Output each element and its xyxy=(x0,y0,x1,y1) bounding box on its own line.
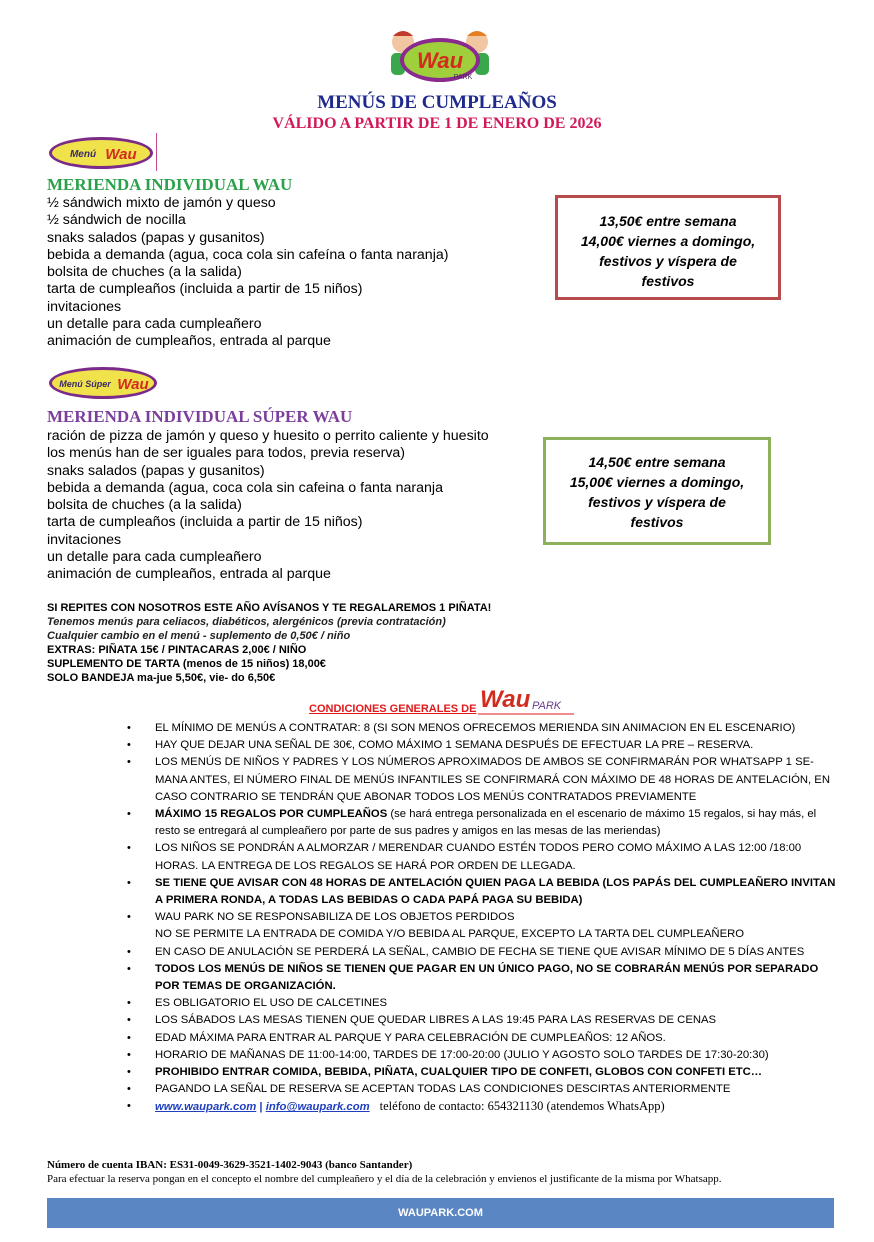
iban-number: Número de cuenta IBAN: ES31-0049-3629-3521-1402-9043 (banco Santander) xyxy=(47,1159,413,1171)
phone-contact: teléfono de contacto: 654321130 (atendemos WhatsApp) xyxy=(379,1099,665,1114)
condition-text: (se hará entrega personalizada en el escenario de máximo 15 regalos, si hay más, el resto se entregará al cumpleañero por parte de sus padres y amigos en las mesas de las meriendas) xyxy=(155,808,817,838)
list-item: bolsita de chuches (a la salida) xyxy=(47,497,242,514)
extras-pinata: EXTRAS: PIÑATA 15€ / PINTACARAS 2,00€ / NIÑO xyxy=(47,644,307,656)
condition-item xyxy=(127,926,842,943)
condition-item xyxy=(127,754,842,806)
menu-super-price-box xyxy=(543,437,771,545)
condition-text: PAGANDO LA SEÑAL DE RESERVA SE ACEPTAN TODAS LAS CONDICIONES DESCIRTAS ANTERIORMENTE xyxy=(155,1083,731,1096)
link-separator: | xyxy=(256,1101,266,1114)
list-item: un detalle para cada cumpleañero xyxy=(47,549,262,566)
conditions-list xyxy=(127,720,842,1117)
list-item: animación de cumpleaños, entrada al parque xyxy=(47,333,331,350)
condition-item xyxy=(127,806,842,840)
bullet-icon: • xyxy=(127,756,131,769)
reservation-note: Para efectuar la reserva pongan en el concepto el nombre del cumpleañero y el día de la celebración y envienos el justificante de la misma por Whatsapp. xyxy=(47,1173,722,1185)
tray-price: SOLO BANDEJA ma-jue 5,50€, vie- do 6,50€ xyxy=(47,672,276,684)
bullet-icon: • xyxy=(127,1066,131,1079)
price-line: festivos xyxy=(630,514,684,530)
list-item: un detalle para cada cumpleañero xyxy=(47,316,262,333)
badge-divider xyxy=(156,133,157,171)
list-item: snaks salados (papas y gusanitos) xyxy=(47,229,265,246)
condition-item xyxy=(127,1064,842,1081)
menu-wau-items xyxy=(47,195,448,351)
condition-bold-text: SE TIENE QUE AVISAR CON 48 HORAS DE ANTELACIÓN QUIEN PAGA LA BEBIDA (LOS PAPÁS DEL CUMPLEAÑERO INVITAN A PRIMERA RONDA, A TODAS LAS BEBIDAS O CADA PAPÁ PAGA SU BEBIDA) xyxy=(155,876,836,907)
badge-brand: Wau xyxy=(117,376,149,393)
list-item: los menús han de ser iguales para todos, previa reserva) xyxy=(47,445,406,462)
condition-item xyxy=(127,961,842,995)
list-item: bebida a demanda (agua, coca cola sin cafeína o fanta naranja) xyxy=(47,246,449,263)
bullet-icon: • xyxy=(127,722,131,734)
condition-item xyxy=(127,1012,842,1029)
condition-item xyxy=(127,995,842,1012)
bullet-icon: • xyxy=(127,962,131,975)
condition-text: ES OBLIGATORIO EL USO DE CALCETINES xyxy=(155,997,388,1010)
logo-text: Wau xyxy=(416,48,464,73)
wau-park-small-logo xyxy=(478,685,574,715)
condition-item xyxy=(127,909,842,926)
menu-super-wau-badge xyxy=(47,365,159,401)
contact-row xyxy=(127,1098,842,1116)
footer-bar xyxy=(47,1198,834,1228)
bullet-icon: • xyxy=(127,1083,131,1096)
conditions-heading: CONDICIONES GENERALES DE xyxy=(309,703,477,715)
condition-text: LOS MENÚS DE NIÑOS Y PADRES Y LOS NÚMEROS APROXIMADOS DE AMBOS SE CONFIRMARÁN POR WHATSAPP 1 SE-MANA ANTES, El NÚMERO FINAL DE MENÚS INFANTILES SE CONFIRMARÁ CON MÁXIMO DE 48 HORAS DE ANTELACIÓN, EN CASO CONTRARIO SE TENDRÁN QUE ABONAR TODOS LOS MENÚS CONTRATADOS PREVIAMENTE xyxy=(155,756,830,803)
list-item: bebida a demanda (agua, coca cola sin cafeina o fanta naranja xyxy=(47,479,443,496)
condition-bold-text: PROHIBIDO ENTRAR COMIDA, BEBIDA, PIÑATA, CUALQUIER TIPO DE CONFETI, GLOBOS CON CONFETI ETC… xyxy=(155,1066,763,1079)
list-item: ½ sándwich de nocilla xyxy=(47,212,186,229)
badge-prefix: Menú Súper xyxy=(59,379,111,389)
bullet-icon: • xyxy=(127,1014,131,1027)
list-item: invitaciones xyxy=(47,531,122,548)
menu-wau-heading: MERIENDA INDIVIDUAL WAU xyxy=(47,175,293,194)
condition-text: HAY QUE DEJAR UNA SEÑAL DE 30€, COMO MÁXIMO 1 SEMANA DESPUÉS DE EFECTUAR LA PRE – RESERVA. xyxy=(155,739,754,752)
price-line: festivos y víspera de xyxy=(599,253,737,269)
menu-wau-badge xyxy=(47,135,155,171)
condition-item xyxy=(127,944,842,961)
bullet-icon: • xyxy=(127,876,131,889)
page-title: MENÚS DE CUMPLEAÑOS xyxy=(317,92,557,113)
extras-block xyxy=(47,601,491,685)
condition-text: HORARIO DE MAÑANAS DE 11:00-14:00, TARDES DE 17:00-20:00 (JULIO Y AGOSTO SOLO TARDES DE 17:30-20:30) xyxy=(155,1048,769,1061)
list-item: invitaciones xyxy=(47,298,122,315)
condition-text: EDAD MÁXIMA PARA ENTRAR AL PARQUE Y PARA CELEBRACIÓN DE CUMPLEAÑOS: 12 AÑOS. xyxy=(155,1031,666,1044)
condition-text: NO SE PERMITE LA ENTRADA DE COMIDA Y/O BEBIDA AL PARQUE, EXCEPTO LA TARTA DEL CUMPLEAÑERO xyxy=(155,928,745,941)
list-item: snaks salados (papas y gusanitos) xyxy=(47,462,265,479)
bank-info xyxy=(47,1158,722,1186)
footer-text: WAUPARK.COM xyxy=(398,1207,483,1219)
condition-item xyxy=(127,1030,842,1047)
condition-item xyxy=(127,737,842,754)
list-item: tarta de cumpleaños (incluida a partir de 15 niños) xyxy=(47,281,363,298)
bullet-icon: • xyxy=(127,997,131,1010)
condition-text: EN CASO DE ANULACIÓN SE PERDERÁ LA SEÑAL, CAMBIO DE FECHA SE TIENE QUE AVISAR MÍNIMO DE 5 DÍAS ANTES xyxy=(155,945,805,958)
menu-super-heading: MERIENDA INDIVIDUAL SÚPER WAU xyxy=(47,407,353,426)
badge-brand: Wau xyxy=(105,146,137,163)
bullet-icon: • xyxy=(127,1048,131,1061)
cake-supplement: SUPLEMENTO DE TARTA (menos de 15 niños) 18,00€ xyxy=(47,658,326,670)
list-item: bolsita de chuches (a la salida) xyxy=(47,264,242,281)
price-line: 14,50€ entre semana xyxy=(588,454,726,470)
condition-text: WAU PARK NO SE RESPONSABILIZA DE LOS OBJETOS PERDIDOS xyxy=(155,911,515,924)
bullet-icon: • xyxy=(127,808,131,821)
special-menus: Tenemos menús para celiacos, diabéticos, alergénicos (previa contratación) xyxy=(47,616,446,628)
bullet-icon: • xyxy=(127,911,131,924)
menu-super-items xyxy=(47,428,489,584)
page-subtitle: VÁLIDO A PARTIR DE 1 DE ENERO DE 2026 xyxy=(272,115,602,132)
repeat-offer: SI REPITES CON NOSOTROS ESTE AÑO AVÍSANOS Y TE REGALAREMOS 1 PIÑATA! xyxy=(47,602,492,614)
list-item: ración de pizza de jamón y queso y huesito o perrito caliente y huesito xyxy=(47,428,489,444)
condition-bold-text: MÁXIMO 15 REGALOS POR CUMPLEAÑOS xyxy=(155,808,388,821)
condition-item xyxy=(127,1047,842,1064)
logo-sub: PARK xyxy=(453,74,473,81)
menu-wau-price-box xyxy=(555,195,781,300)
bullet-icon: • xyxy=(127,842,131,855)
price-line: 15,00€ viernes a domingo, xyxy=(569,474,745,490)
price-line: festivos xyxy=(641,273,695,289)
condition-text: LOS SÁBADOS LAS MESAS TIENEN QUE QUEDAR LIBRES A LAS 19:45 PARA LAS RESERVAS DE CENAS xyxy=(155,1014,717,1027)
website-link[interactable]: www.waupark.com xyxy=(155,1101,257,1114)
list-item: ½ sándwich mixto de jamón y queso xyxy=(47,195,276,211)
logo-text: Wau xyxy=(480,686,531,713)
condition-item xyxy=(127,720,842,737)
price-line: 13,50€ entre semana xyxy=(599,213,737,229)
price-line: 14,00€ viernes a domingo, xyxy=(580,233,756,249)
change-supplement: Cualquier cambio en el menú - suplemento de 0,50€ / niño xyxy=(47,630,351,642)
condition-text: LOS NIÑOS SE PONDRÁN A ALMORZAR / MERENDAR CUANDO ESTÉN TODOS PERO COMO MÁXIMO A LAS 12:00 /18:00 HORAS. LA ENTREGA DE LOS REGALOS SE HARÁ POR ORDEN DE LLEGADA. xyxy=(155,842,802,872)
bullet-icon: • xyxy=(127,1100,131,1113)
list-item: animación de cumpleaños, entrada al parque xyxy=(47,566,331,583)
logo-sub: PARK xyxy=(532,700,562,712)
email-link[interactable]: info@waupark.com xyxy=(265,1101,370,1114)
badge-prefix: Menú xyxy=(69,149,97,160)
condition-bold-text: TODOS LOS MENÚS DE NIÑOS SE TIENEN QUE PAGAR EN UN ÚNICO PAGO, NO SE COBRARÁN MENÚS POR SEPARADO POR TEMAS DE ORGANIZACIÓN. xyxy=(155,962,819,993)
list-item: tarta de cumpleaños (incluida a partir de 15 niños) xyxy=(47,514,363,531)
condition-item xyxy=(127,1081,842,1098)
condition-text: EL MÍNIMO DE MENÚS A CONTRATAR: 8 (SI SON MENOS OFRECEMOS MERIENDA SIN ANIMACION EN EL ESCENARIO) xyxy=(155,722,796,734)
price-line: festivos y víspera de xyxy=(588,494,726,510)
bullet-icon: • xyxy=(127,1031,131,1044)
wau-park-logo xyxy=(385,26,495,86)
condition-item xyxy=(127,875,842,909)
bullet-icon: • xyxy=(127,739,131,752)
condition-item xyxy=(127,840,842,874)
bullet-icon: • xyxy=(127,945,131,958)
